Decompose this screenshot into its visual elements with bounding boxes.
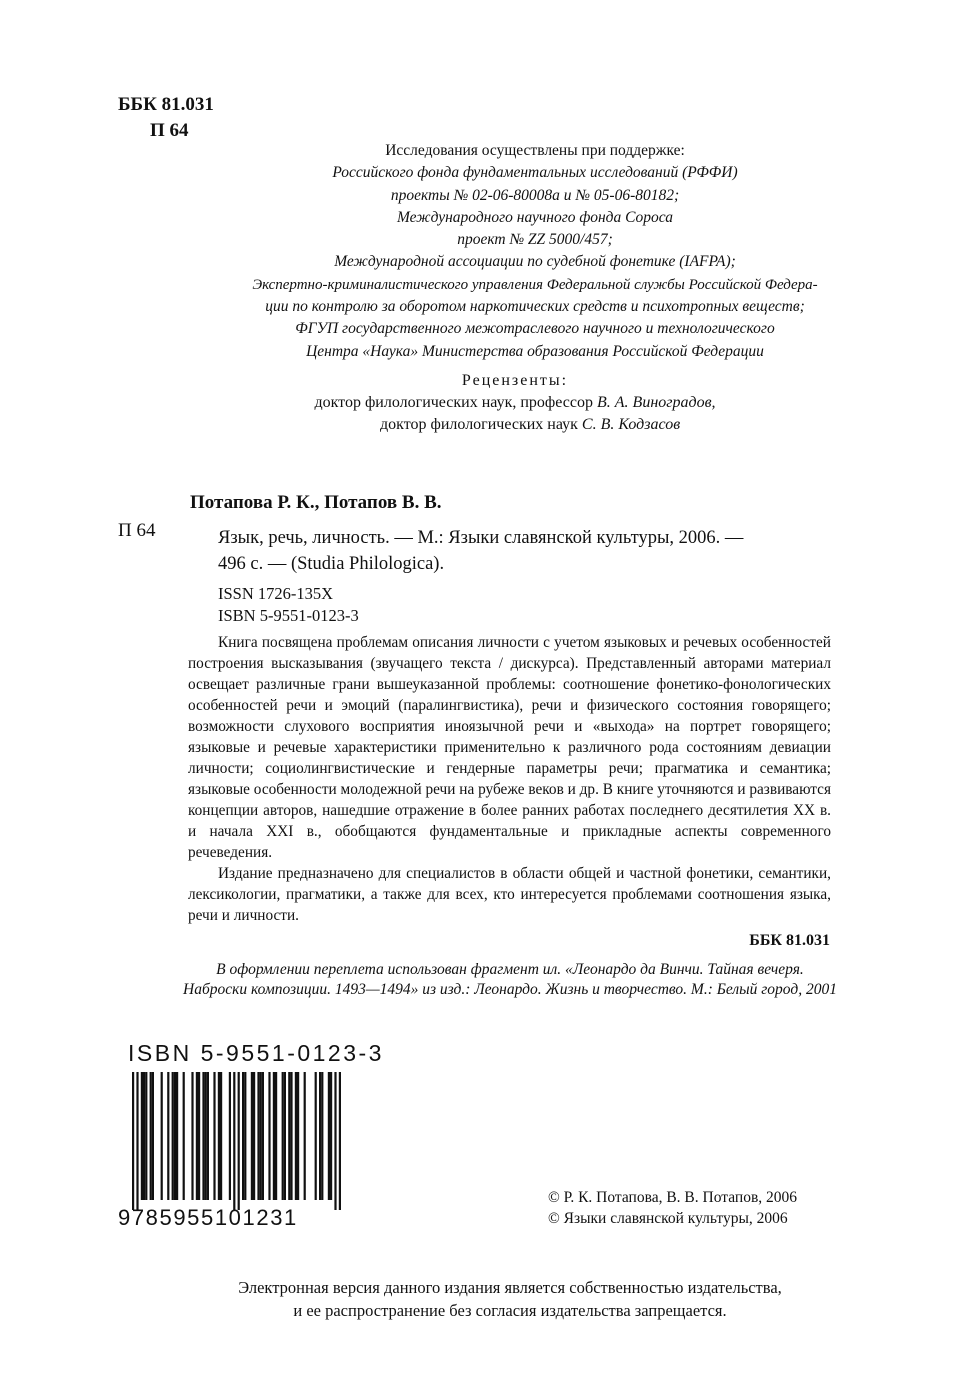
reviewer-2-name: С. В. Кодзасов [581, 416, 681, 433]
barcode-bar [262, 1072, 264, 1200]
isbn: ISBN 5-9551-0123-3 [218, 606, 359, 625]
barcode-bar [167, 1072, 169, 1200]
barcode-bar [172, 1072, 174, 1200]
barcode-bar [161, 1072, 163, 1200]
reviewers-heading: Рецензенты: [461, 372, 569, 389]
barcode-bar [257, 1072, 259, 1200]
barcode-bar [251, 1072, 253, 1200]
barcode-digits: 9785955101231 [118, 1205, 298, 1228]
support-line: ции по контролю за оборотом наркотических средств и психотропных веществ; [265, 298, 805, 316]
footer-notice [120, 1276, 900, 1322]
barcode-bar [253, 1072, 255, 1200]
book-title-block [218, 525, 838, 577]
barcode-bar [152, 1072, 154, 1200]
barcode-bar [150, 1072, 152, 1200]
barcode-bar [330, 1072, 332, 1200]
barcode-bar [174, 1072, 176, 1200]
barcode-bar [244, 1072, 246, 1200]
barcode-bar [334, 1072, 336, 1210]
support-line: проекты № 02-06-80008а и № 05-06-80182; [390, 186, 680, 204]
bbk-code: ББК 81.031 [118, 94, 214, 115]
barcode-bar [196, 1072, 198, 1200]
barcode-bar [290, 1072, 292, 1200]
barcode-bar [205, 1072, 207, 1200]
barcode-bar [191, 1072, 193, 1200]
footer-line: и ее распространение без согласия издательства запрещается. [293, 1301, 727, 1320]
barcode-bar [176, 1072, 178, 1200]
support-line: ФГУП государственного межотраслевого научного и технологического [295, 320, 775, 338]
book-title-line: 496 с. — (Studia Philologica). [218, 554, 445, 574]
author-index: П 64 [150, 120, 189, 141]
barcode-bar [284, 1072, 286, 1200]
barcode-bar [229, 1072, 231, 1200]
reviewer-2-title: доктор филологических наук [380, 416, 582, 433]
identifiers [218, 583, 359, 627]
barcode-bar [218, 1072, 220, 1200]
barcode-bar [213, 1072, 215, 1200]
barcode-bar [315, 1072, 317, 1200]
annotation [188, 632, 831, 926]
barcode-bar [328, 1072, 330, 1200]
barcode-bar [242, 1072, 244, 1200]
barcode-bar [319, 1072, 321, 1200]
barcode-bar [145, 1072, 147, 1200]
barcode-bar [295, 1072, 297, 1200]
cover-note [130, 960, 890, 1000]
barcode-isbn-label: ISBN 5-9551-0123-3 [128, 1040, 384, 1066]
book-index: П 64 [118, 520, 156, 541]
barcode-bar [141, 1072, 143, 1200]
cover-note-line: В оформлении переплета использован фрагмент ил. «Леонардо да Винчи. Тайная вечеря. [216, 961, 804, 978]
barcode-bar [220, 1072, 222, 1200]
barcode-bar [202, 1072, 204, 1200]
support-line: Экспертно-криминалистического управления Федеральной службы Российской Федера- [252, 276, 818, 293]
reviewer-1 [190, 392, 840, 414]
barcode-bar [183, 1072, 185, 1200]
support-acknowledgment [170, 140, 900, 363]
barcode-bar [136, 1072, 138, 1210]
barcode-bar [238, 1072, 240, 1210]
copyright-line: © Р. К. Потапова, В. В. Потапов, 2006 [548, 1189, 798, 1206]
support-line: Международного научного фонда Сороса [396, 208, 674, 226]
book-authors: Потапова Р. К., Потапов В. В. [190, 492, 442, 513]
barcode-bar [297, 1072, 299, 1200]
barcode-bar [339, 1072, 341, 1210]
reviewers-block [190, 370, 840, 436]
barcode-bar [233, 1072, 235, 1210]
barcode-bar [260, 1072, 262, 1200]
barcode-bar [275, 1072, 277, 1200]
annotation-paragraph: Издание предназначено для специалистов в области общей и частной фонетики, семантики, лексикологии, прагматики, а также для всех, кто интересуется проблемами соотношения языка, речи и личности. [188, 865, 831, 924]
barcode-bar [304, 1072, 306, 1200]
cover-note-line: Наброски композиции. 1493—1494» из изд.: Леонардо. Жизнь и творчество. М.: Белый город, 2001 [183, 981, 837, 998]
support-line: проект № ZZ 5000/457; [457, 231, 613, 249]
copyright-block [548, 1187, 797, 1229]
support-line: Исследования осуществлены при поддержке: [385, 142, 685, 159]
barcode-bar [198, 1072, 200, 1200]
support-line: Центра «Наука» Министерства образования Российской Федерации [306, 342, 764, 360]
support-line: Российского фонда фундаментальных исследований (РФФИ) [332, 164, 738, 182]
barcode-bar [273, 1072, 275, 1200]
copyright-line: © Языки славянской культуры, 2006 [548, 1210, 788, 1227]
issn: ISSN 1726-135X [218, 584, 334, 603]
reviewer-1-name: В. А. Виноградов, [597, 394, 716, 411]
barcode-bar [143, 1072, 145, 1200]
barcode-bar [132, 1072, 134, 1210]
barcode-bar [282, 1072, 284, 1200]
barcode-bar [207, 1072, 209, 1200]
barcode-bar [268, 1072, 270, 1200]
book-title-line: Язык, речь, личность. — М.: Языки славянской культуры, 2006. — [218, 528, 744, 548]
barcode [118, 1068, 358, 1228]
reviewer-1-title: доктор филологических наук, профессор [314, 394, 597, 411]
footer-line: Электронная версия данного издания является собственностью издательства, [238, 1278, 782, 1297]
support-line: Международной ассоциации по судебной фонетике (IAFPA); [334, 253, 736, 271]
annotation-paragraph: Книга посвящена проблемам описания личности с учетом языковых и речевых особенностей построения высказывания (звучащего текста / дискурса). Представленный авторами материал освещает различные грани вышеуказанной проблемы: соотношение фонетико-фонологических особенностей речи и эмоций (паралингвистика), речи и физического состояния говорящего; возможности слухового восприятия иноязычной речи и «выхода» на портрет говорящего; языковые и речевые характеристики применительно к различного рода состояниям девиации личности; социолингвистические и гендерные параметры речи; прагматика и семантика; языковые особенности молодежной речи на рубеже веков и др. В книге уточняются и развиваются концепции авторов, нашедшие отражение в более ранних работах последнего десятилетия XX в. и начала XXI в., обобщаются фундаментальные и прикладные аспекты современного речеведения. [188, 634, 831, 861]
bbk-code-bottom: ББК 81.031 [749, 932, 830, 949]
reviewer-2 [190, 414, 840, 436]
bbk-header [118, 92, 214, 144]
barcode-bar [321, 1072, 323, 1200]
barcode-bar [288, 1072, 290, 1200]
